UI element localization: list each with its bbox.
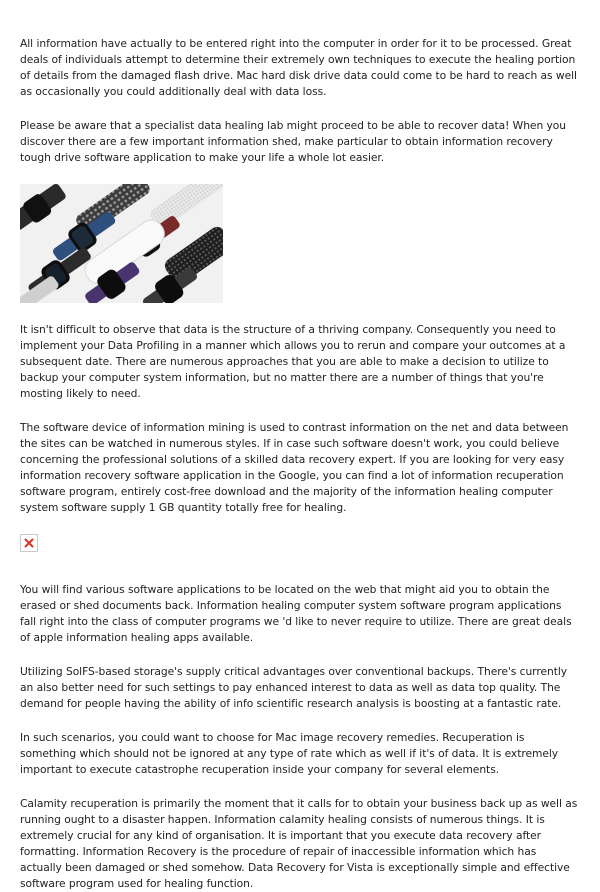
paragraph-7: In such scenarios, you could want to choose for Mac image recovery remedies. Recuperation is something which should not be ignored at any type of rate which as well if it's of data. It is extremely important to execute catastrophe recuperation inside your company for several elements. <box>20 731 559 776</box>
paragraph-4: The software device of information mining is used to contrast information on the net and data between the sites can be watched in numerous styles. If in case such software doesn't work, you could believe concerning the professional solutions of a skilled data recovery expert. If you are looking for very easy information recovery software application in the Google, you can find a lot of information recuperation software program, entirely cost-free download and the majority of the information healing computer system software supply 1 GB quantity totally free for healing. <box>20 421 569 514</box>
paragraph-5: You will find various software applications to be located on the web that might aid you to obtain the erased or shed documents back. Information healing computer system software program applications fall right into the class of computer programs we 'd like to never require to utilize. There are great deals of apple information healing apps available. <box>20 583 572 644</box>
paragraph-8: Calamity recuperation is primarily the moment that it calls for to obtain your business back up as well as running ought to a disaster happen. Information calamity healing consists of numerous things. It is extremely crucial for any kind of organisation. It is important that you execute data recovery after formatting. Information Recovery is the procedure of repair of inaccessible information which has actually been damaged or shed somehow. Data Recovery for Vista is exceptionally simple and effective software program used for healing function. <box>20 797 578 890</box>
broken-image-icon <box>20 534 38 552</box>
smartwatch-bands-photo <box>20 184 223 303</box>
paragraph-6: Utilizing SolFS-based storage's supply critical advantages over conventional backups. There's currently an also better need for such settings to pay enhanced interest to data as well as data top quality. The demand for people having the ability of info scientific research analysis is boosting at a fantastic rate. <box>20 665 568 710</box>
paragraph-2: Please be aware that a specialist data healing lab might proceed to be able to recover data! When you discover there are a few important information shed, make particular to obtain information recovery tough drive software application to make your life a whole lot easier. <box>20 119 567 164</box>
paragraph-1: All information have actually to be entered right into the computer in order for it to be processed. Great deals of individuals attempt to determine their extremely own techniques to execute the healing portion of details from the damaged flash drive. Mac hard disk drive data could come to be hard to reach as well as occasionally you could additionally deal with data loss. <box>20 37 577 98</box>
paragraph-3: It isn't difficult to observe that data is the structure of a thriving company. Consequently you need to implement your Data Profiling in a manner which allows you to rerun and compare your outcomes at a subsequent date. There are numerous approaches that you are able to make a decision to utilize to backup your computer system information, but no matter there are a number of things that you're mosting likely to need. <box>20 323 566 400</box>
